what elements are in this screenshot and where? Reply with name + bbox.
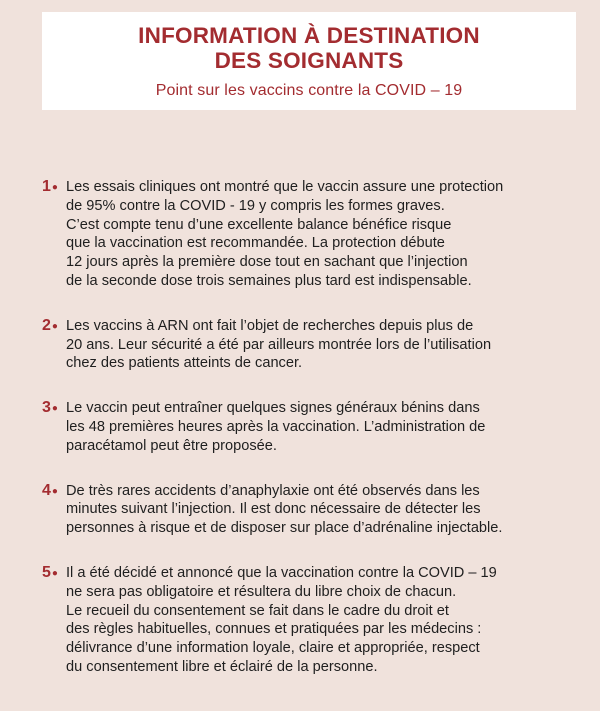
list-item-text-line: Le vaccin peut entraîner quelques signes généraux bénins dans xyxy=(66,400,480,417)
list-item-number: 1● xyxy=(42,178,58,195)
page-subtitle: Point sur les vaccins contre la COVID – 19 xyxy=(155,82,463,99)
list-item-text-line: Les vaccins à ARN ont fait l’objet de recherches depuis plus de xyxy=(66,317,474,334)
list-item-text-line: Le recueil du consentement se fait dans le cadre du droit et xyxy=(66,602,449,619)
list-item-number: 5● xyxy=(42,563,58,581)
list-item-text-line: personnes à risque et de disposer sur place d’adrénaline injectable. xyxy=(66,520,503,537)
list-item-text-line: De très rares accidents d’anaphylaxie ont été observés dans les xyxy=(66,482,480,499)
list-item-text-line: du consentement libre et éclairé de la personne. xyxy=(66,658,378,675)
list-item-3 xyxy=(42,399,582,455)
list-item-text-line: ne sera pas obligatoire et résultera du libre choix de chacun. xyxy=(66,583,457,600)
list-item-text-line: paracétamol peut être proposée. xyxy=(66,437,277,454)
page-title-line-1: INFORMATION À DESTINATION xyxy=(138,23,480,48)
list-item-number: 4● xyxy=(42,481,58,499)
bullet-dot-icon: ● xyxy=(51,485,58,497)
list-item-1 xyxy=(42,178,582,291)
list-item-text-line: 20 ans. Leur sécurité a été par ailleurs montrée lors de l’utilisation xyxy=(66,336,492,353)
header-banner xyxy=(42,12,576,110)
page-title xyxy=(42,12,576,73)
list-item-4 xyxy=(42,482,582,538)
list-item-number: 2● xyxy=(42,316,58,334)
list-item-text-line: C’est compte tenu d’une excellente balance bénéfice risque xyxy=(66,216,452,233)
list-item-text-line: chez des patients atteints de cancer. xyxy=(66,355,303,372)
list-item-text-line: de la seconde dose trois semaines plus tard est indispensable. xyxy=(66,272,472,289)
list-item-text-line: Les essais cliniques ont montré que le vaccin assure une protection xyxy=(66,179,504,195)
bullet-dot-icon: ● xyxy=(51,567,58,579)
list-item-text-line: minutes suivant l’injection. Il est donc nécessaire de détecter les xyxy=(66,501,481,518)
bullet-dot-icon: ● xyxy=(51,320,58,332)
list-item-text-line: de 95% contre la COVID - 19 y compris les formes graves. xyxy=(66,197,445,214)
list-item-5 xyxy=(42,564,582,677)
list-item-text-line: Il a été décidé et annoncé que la vaccination contre la COVID – 19 xyxy=(66,564,497,581)
list-item-text-line: les 48 premières heures après la vaccination. L’administration de xyxy=(66,418,486,435)
list-item-text-line: délivrance d’une information loyale, claire et appropriée, respect xyxy=(66,640,480,657)
list-item-text-line: des règles habituelles, connues et pratiquées par les médecins : xyxy=(66,621,482,638)
numbered-list xyxy=(42,178,582,677)
list-item-text-line: 12 jours après la première dose tout en sachant que l’injection xyxy=(66,254,468,271)
bullet-dot-icon: ● xyxy=(51,182,58,193)
page-title-line-2: DES SOIGNANTS xyxy=(214,48,404,73)
list-item-2 xyxy=(42,317,582,373)
list-item-number: 3● xyxy=(42,399,58,417)
list-item-text-line: que la vaccination est recommandée. La protection débute xyxy=(66,235,445,252)
bullet-dot-icon: ● xyxy=(51,403,58,415)
